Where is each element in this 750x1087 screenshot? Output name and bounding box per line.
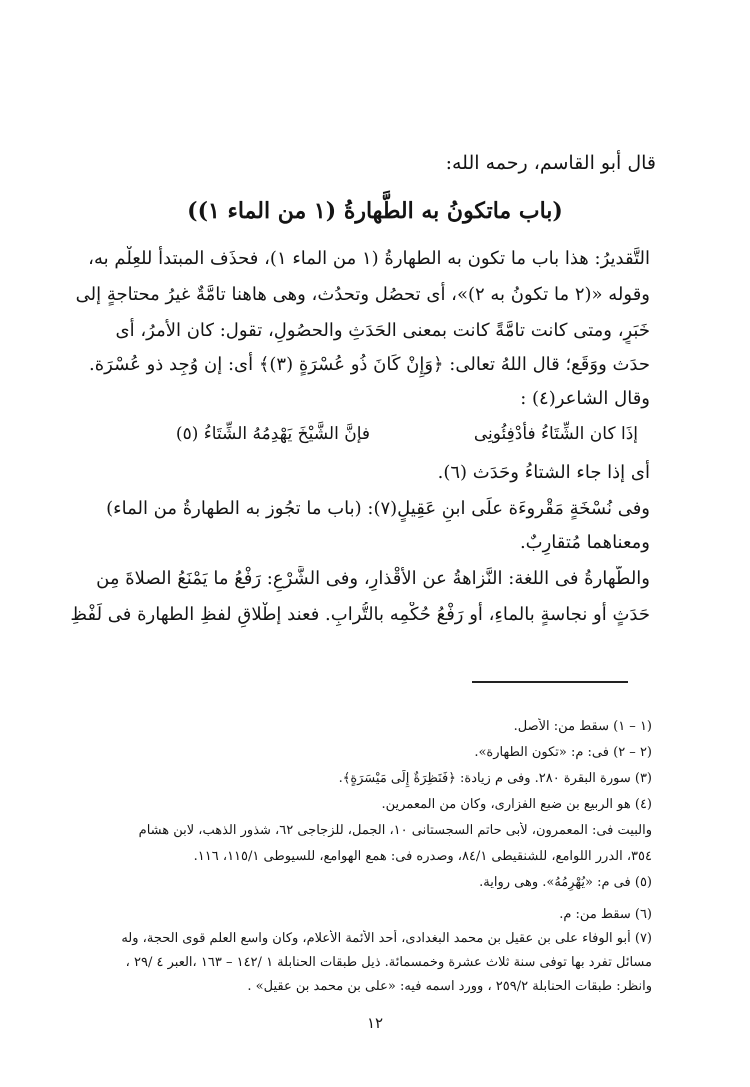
footnote: (٤) هو الربيع بن ضبع الفزارى، وكان من المعمرين. [381, 797, 652, 812]
body-line: خَبَرٍ، ومتى كانت تامَّةً كانت بمعنى الحَدَثِ والحصُولِ، تقول: كان الأمرُ، أى [115, 320, 650, 341]
footnote: وانظر: طبقات الحنابلة ٢٥٩/٢ ، وورد اسمه فيه: «على بن محمد بن عقيل» . [247, 979, 652, 994]
body-line: التَّقديرُ: هذا باب ما تكون به الطهارةُ (١ من الماء ١)، فحذَف المبتدأ للعِلْم به، [88, 248, 650, 269]
verse-second-hemistich: فإنَّ الشَّيْخَ يَهْدِمُهُ الشِّتَاءُ (٥) [175, 424, 370, 444]
body-line: أى إذا جاء الشتاءُ وحَدَث (٦). [437, 462, 650, 483]
body-line: حَدَثٍ أو نجاسةٍ بالماءِ، أو رَفْعُ حُكْمِه بالتُّرابِ. فعند إطْلاقِ لفظِ الطهارة فى لَفْظِ [70, 604, 650, 625]
footnote: (٣) سورة البقرة ٢٨٠. وفى م زيادة: ﴿فَنَظِرَةٌ إِلَى مَيْسَرَةٍ﴾. [338, 771, 652, 786]
page-number: ١٢ [366, 1014, 384, 1032]
footnote: (٥) فى م: «يُهْرِمُهُ». وهى رواية. [479, 875, 652, 890]
intro-line: قال أبو القاسم، رحمه الله: [445, 152, 656, 174]
footnote: (٦) سقط من: م. [559, 907, 652, 922]
body-line: ومعناهما مُتقارِبٌ. [519, 532, 650, 553]
body-line: وقال الشاعر(٤) : [520, 388, 650, 409]
footnote: (٢ – ٢) فى: م: «تكون الطهارة». [474, 745, 652, 760]
body-line: وقوله «(٢ ما تكونُ به ٢)»، أى تحصُل وتحدُث، وهى هاهنا تامَّةٌ غيرُ محتاجةٍ إلى [75, 284, 650, 305]
body-line: حدَث ووَقَع؛ قال اللهُ تعالى: ﴿وَإِنْ كَانَ ذُو عُسْرَةٍ (٣)﴾ أى: إن وُجِد ذو عُسْرَة. [88, 354, 650, 375]
footnote: (٧) أبو الوفاء على بن عقيل بن محمد البغدادى، أحد الأئمة الأعلام، وكان واسع العلم قوى الحجة، وله [121, 931, 652, 946]
body-line: وفى نُسْخَةٍ مَقْروءَة علَى ابنِ عَقِيلٍ(٧): (باب ما تجُوز به الطهارةُ من الماء) [106, 498, 650, 519]
chapter-heading: (باب ماتكونُ به الطَّهارةُ (١ من الماء ١)) [187, 198, 563, 224]
footnote: (١ – ١) سقط من: الأصل. [513, 719, 652, 734]
footnote: ٣٥٤، الدرر اللوامع، للشنقيطى ٨٤/١، وصدره فى: همع الهوامع، للسيوطى ١١٥/١، ١١٦. [193, 849, 652, 864]
verse-first-hemistich: إذَا كان الشِّتَاءُ فأدْفِئُونِى [473, 424, 638, 444]
footnote-separator [472, 681, 628, 683]
footnote: والبيت فى: المعمرون، لأبى حاتم السجستانى ١٠، الجمل، للزجاجى ٦٢، شذور الذهب، لابن هشام [138, 823, 652, 838]
footnote: مسائل تفرد بها توفى سنة ثلاث عشرة وخمسمائة. ذيل طبقات الحنابلة ١ /١٤٢ – ١٦٣ ،العبر ٤ /٢٩ ، [125, 955, 652, 970]
body-line: والطَّهارةُ فى اللغة: النَّزاهةُ عن الأقْذارِ، وفى الشَّرْعِ: رَفْعُ ما يَمْنَعُ الصلاةَ مِن [96, 568, 650, 589]
